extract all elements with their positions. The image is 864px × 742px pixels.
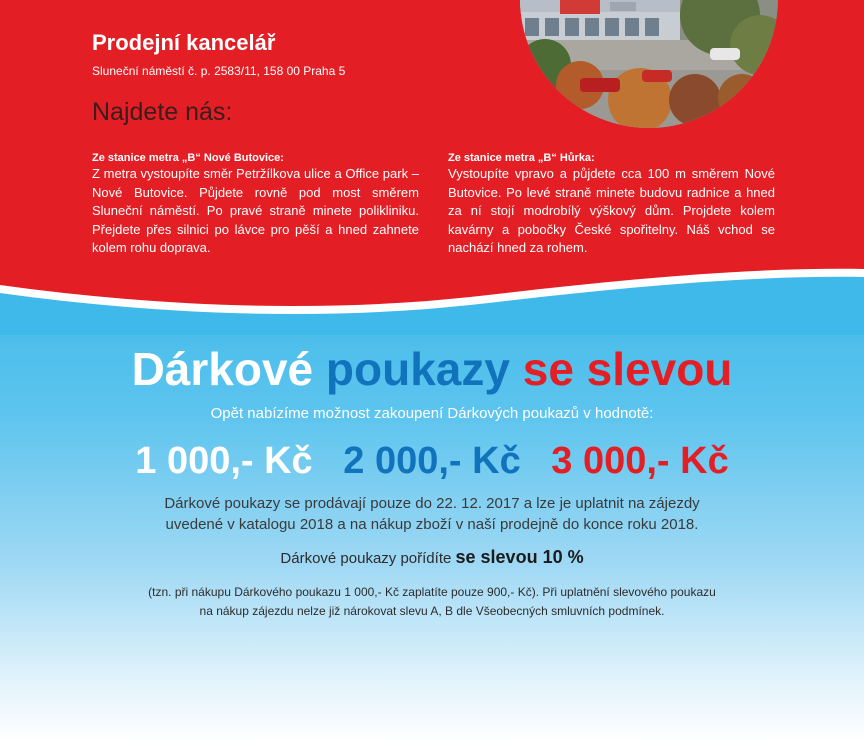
amount-1000: 1 000,- Kč — [135, 440, 313, 482]
voucher-intro: Opět nabízíme možnost zakoupení Dárkových poukazů v hodnotě: — [210, 405, 654, 422]
discount-value: se slevou 10 % — [455, 547, 584, 567]
description-line: Dárkové poukazy se prodávají pouze do 22. 12. 2017 a lze je uplatnit na zájezdy — [164, 495, 700, 512]
wave-divider — [0, 255, 864, 335]
office-address: Sluneční náměstí č. p. 2583/11, 158 00 Praha 5 — [92, 64, 346, 78]
note-line: na nákup zájezdu nelze již nárokovat slevu A, B dle Všeobecných smluvních podmínek. — [199, 604, 665, 618]
office-title: Prodejní kancelář — [92, 30, 276, 55]
voucher-discount — [0, 545, 864, 571]
headline-word-1: Dárkové — [131, 343, 314, 395]
voucher-amounts — [0, 437, 864, 485]
headline-word-3: se slevou — [522, 343, 733, 395]
directions-hurka — [448, 151, 775, 258]
directions-heading: Ze stanice metra „B“ Nové Butovice: — [92, 152, 284, 164]
discount-prefix: Dárkové poukazy pořídíte — [280, 550, 452, 567]
amount-2000: 2 000,- Kč — [343, 440, 521, 482]
headline-word-2: poukazy — [325, 343, 510, 395]
directions-heading: Ze stanice metra „B“ Hůrka: — [448, 152, 595, 164]
voucher-headline — [0, 340, 864, 398]
find-us-heading: Najdete nás: — [92, 98, 233, 126]
note-line: (tzn. při nákupu Dárkového poukazu 1 000,- Kč zaplatíte pouze 900,- Kč). Při uplatnění slevového poukazu — [148, 585, 716, 599]
directions-text: Vystoupíte vpravo a půjdete cca 100 m směrem Nové Butovice. Po levé straně minete budovu radnice a hned za ní stojí modrobílý výškový dům. Projdete kolem kavárny a pobočky České spořitelny. Náš vchod se nachází hned za rohem. — [448, 166, 775, 255]
amount-3000: 3 000,- Kč — [551, 440, 729, 482]
voucher-note — [0, 583, 864, 621]
directions-text: Z metra vystoupíte směr Petržílkova ulice a Office park – Nové Butovice. Půjdete rovně pod most směrem Sluneční náměstí. Po pravé straně minete polikliniku. Přejdete přes silnici po lávce pro pěší a hned zahnete kolem rohu doprava. — [92, 166, 419, 255]
voucher-description — [0, 493, 864, 535]
description-line: uvedené v katalogu 2018 a na nákup zboží v naší prodejně do konce roku 2018. — [165, 516, 699, 533]
directions-nove-butovice — [92, 151, 419, 258]
